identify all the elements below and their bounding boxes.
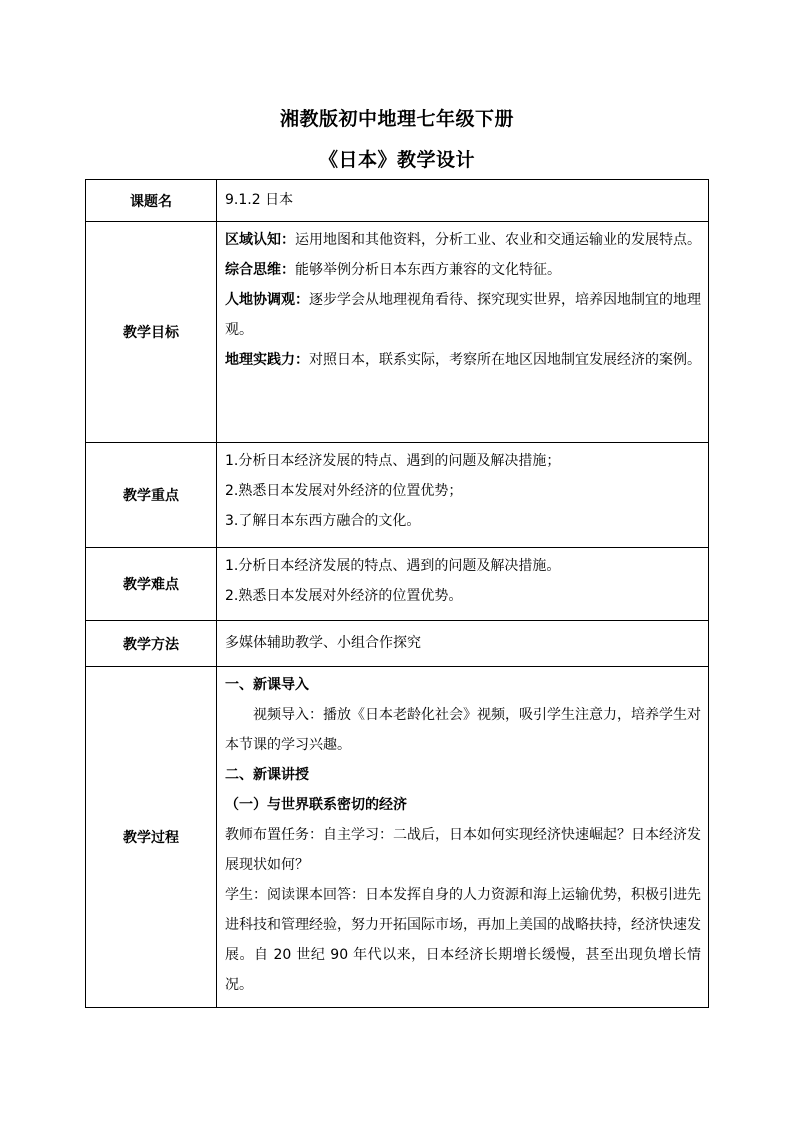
section-heading: 一、新课导入 bbox=[225, 677, 309, 693]
teacher-task-text: 教师布置任务：自主学习：二战后，日本如何实现经济快速崛起？日本经济发展现状如何？ bbox=[225, 827, 701, 873]
difficulties-label: 教学难点 bbox=[86, 548, 217, 621]
table-row-process bbox=[86, 667, 709, 1008]
topic-label: 课题名 bbox=[86, 180, 217, 222]
key-point-item: 2.熟悉日本发展对外经济的位置优势； bbox=[225, 483, 463, 499]
process-label: 教学过程 bbox=[86, 667, 217, 1008]
difficulty-item: 1.分析日本经济发展的特点、遇到的问题及解决措施。 bbox=[225, 558, 561, 574]
objective-item: 综合思维：能够举例分析日本东西方兼容的文化特征。 bbox=[225, 262, 561, 278]
table-row-topic bbox=[86, 180, 709, 222]
topic-value: 9.1.2 日本 bbox=[217, 180, 709, 222]
difficulty-item: 2.熟悉日本发展对外经济的位置优势。 bbox=[225, 588, 463, 604]
subsection-heading: （一）与世界联系密切的经济 bbox=[225, 797, 407, 813]
table-row-methods bbox=[86, 621, 709, 667]
objective-item: 区域认知：运用地图和其他资料，分析工业、农业和交通运输业的发展特点。 bbox=[225, 232, 701, 248]
document-title: 湘教版初中地理七年级下册 bbox=[279, 108, 514, 130]
objective-item: 人地协调观：逐步学会从地理视角看待、探究现实世界，培养因地制宜的地理观。 bbox=[225, 292, 701, 338]
table-row-difficulties bbox=[86, 548, 709, 621]
key-point-item: 3.了解日本东西方融合的文化。 bbox=[225, 513, 421, 529]
key-points-content bbox=[217, 443, 709, 548]
lesson-plan-table bbox=[85, 179, 709, 1008]
objective-item: 地理实践力：对照日本，联系实际，考察所在地区因地制宜发展经济的案例。 bbox=[225, 352, 701, 368]
section-text: 视频导入：播放《日本老龄化社会》视频，吸引学生注意力，培养学生对本节课的学习兴趣。 bbox=[225, 707, 701, 753]
section-heading: 二、新课讲授 bbox=[225, 767, 309, 783]
methods-label: 教学方法 bbox=[86, 621, 217, 667]
process-content bbox=[217, 667, 709, 1008]
objectives-label: 教学目标 bbox=[86, 222, 217, 443]
student-answer-text: 学生：阅读课本回答：日本发挥自身的人力资源和海上运输优势，积极引进先进科技和管理经验，努力开拓国际市场，再加上美国的战略扶持，经济快速发展。自 20 世纪 90 年代以来，日本经济长期增长缓慢，甚至出现负增长情况。 bbox=[225, 887, 701, 993]
methods-value: 多媒体辅助教学、小组合作探究 bbox=[217, 621, 709, 667]
document-subtitle: 《日本》教学设计 bbox=[318, 149, 475, 171]
key-point-item: 1.分析日本经济发展的特点、遇到的问题及解决措施； bbox=[225, 453, 561, 469]
table-row-objectives bbox=[86, 222, 709, 443]
table-row-key-points bbox=[86, 443, 709, 548]
key-points-label: 教学重点 bbox=[86, 443, 217, 548]
difficulties-content bbox=[217, 548, 709, 621]
objectives-content bbox=[217, 222, 709, 443]
